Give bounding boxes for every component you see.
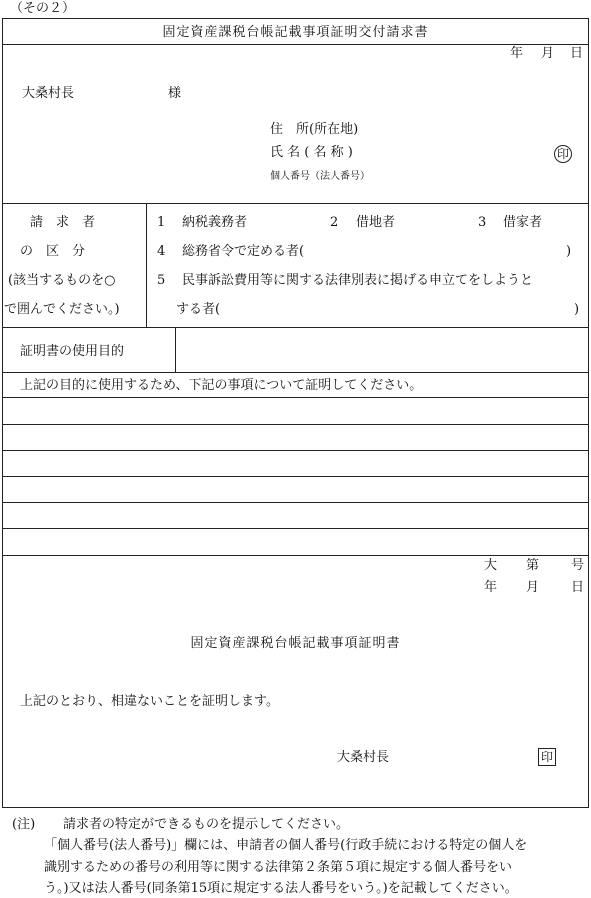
option-5-close-paren: ) [574, 302, 580, 317]
category-label-line-4: で囲んでください。) [4, 302, 120, 317]
option-5-number: 5 [157, 273, 166, 288]
option-2-text: 借地者 [356, 215, 396, 230]
request-title: 固定資産課税台帳記載事項証明交付請求書 [162, 25, 429, 40]
certificate-divider [2, 555, 589, 556]
notes-label: (注) [12, 817, 36, 832]
request-date-month: 月 [541, 46, 555, 61]
request-date-year: 年 [510, 46, 524, 61]
purpose-divider [2, 372, 589, 373]
certificate-issuer: 大桑村長 [337, 750, 390, 765]
category-label-line-3: (該当するものを○ [8, 273, 116, 288]
purpose-label: 証明書の使用目的 [20, 344, 125, 359]
name-label: 氏 名 ( 名 称 ) [270, 145, 353, 160]
option-3-number: 3 [478, 215, 487, 230]
option-3-text: 借家者 [503, 215, 543, 230]
certificate-date-year: 年 [484, 580, 498, 595]
blank-line-2 [2, 424, 589, 425]
title-divider [2, 44, 589, 45]
option-4-number: 4 [157, 244, 166, 259]
purpose-column-divider [175, 327, 176, 372]
category-label-line-1: 請 求 者 [30, 215, 96, 230]
applicant-seal-mark: 印 [554, 145, 572, 163]
certificate-title: 固定資産課税台帳記載事項証明書 [190, 636, 401, 651]
option-4-text: 総務省令で定める者( [182, 244, 305, 259]
applicant-divider [2, 203, 589, 204]
notes-line-2: 「個人番号(法人番号)」欄には、申請者の個人番号(行政手続における特定の個人を [44, 838, 528, 853]
certificate-date-day: 日 [571, 580, 585, 595]
option-5-continuation: する者( [176, 302, 221, 317]
address-label: 住 所(所在地) [270, 122, 359, 137]
option-4-close-paren: ) [566, 244, 572, 259]
request-statement: 上記の目的に使用するため、下記の事項について証明してください。 [20, 378, 423, 393]
issuer-seal-mark: 印 [538, 748, 556, 766]
blank-line-5 [2, 502, 589, 503]
category-column-divider [146, 203, 147, 327]
certificate-ref-mid: 第 [526, 558, 540, 573]
blank-line-6 [2, 528, 589, 529]
certificate-ref-suffix: 号 [571, 558, 585, 573]
honorific: 様 [168, 86, 182, 101]
option-1-number: 1 [157, 215, 166, 230]
blank-line-3 [2, 450, 589, 451]
notes-line-4: う。)又は法人番号(同条第15項に規定する法人番号をいう。)を記載してください。 [44, 881, 518, 896]
option-5-text: 民事訴訟費用等に関する法律別表に掲げる申立てをしようと [182, 273, 534, 288]
request-date-day: 日 [570, 46, 584, 61]
blank-line-4 [2, 476, 589, 477]
notes-line-1: 請求者の特定ができるものを提示してください。 [63, 817, 350, 832]
notes-line-3: 識別するための番号の利用等に関する法律第２条第５項に規定する個人番号をい [44, 860, 513, 875]
individual-number-label: 個人番号（法人番号） [270, 171, 370, 182]
sheet-number: （その２） [10, 1, 76, 16]
option-1-text: 納税義務者 [182, 215, 248, 230]
option-2-number: 2 [330, 215, 339, 230]
certificate-date-month: 月 [526, 580, 540, 595]
category-label-line-2: の 区 分 [20, 244, 86, 259]
certificate-statement: 上記のとおり、相違ないことを証明します。 [20, 694, 279, 709]
addressee: 大桑村長 [22, 86, 75, 101]
category-divider [2, 327, 589, 328]
certificate-ref-prefix: 大 [484, 558, 498, 573]
blank-line-1 [2, 397, 589, 398]
